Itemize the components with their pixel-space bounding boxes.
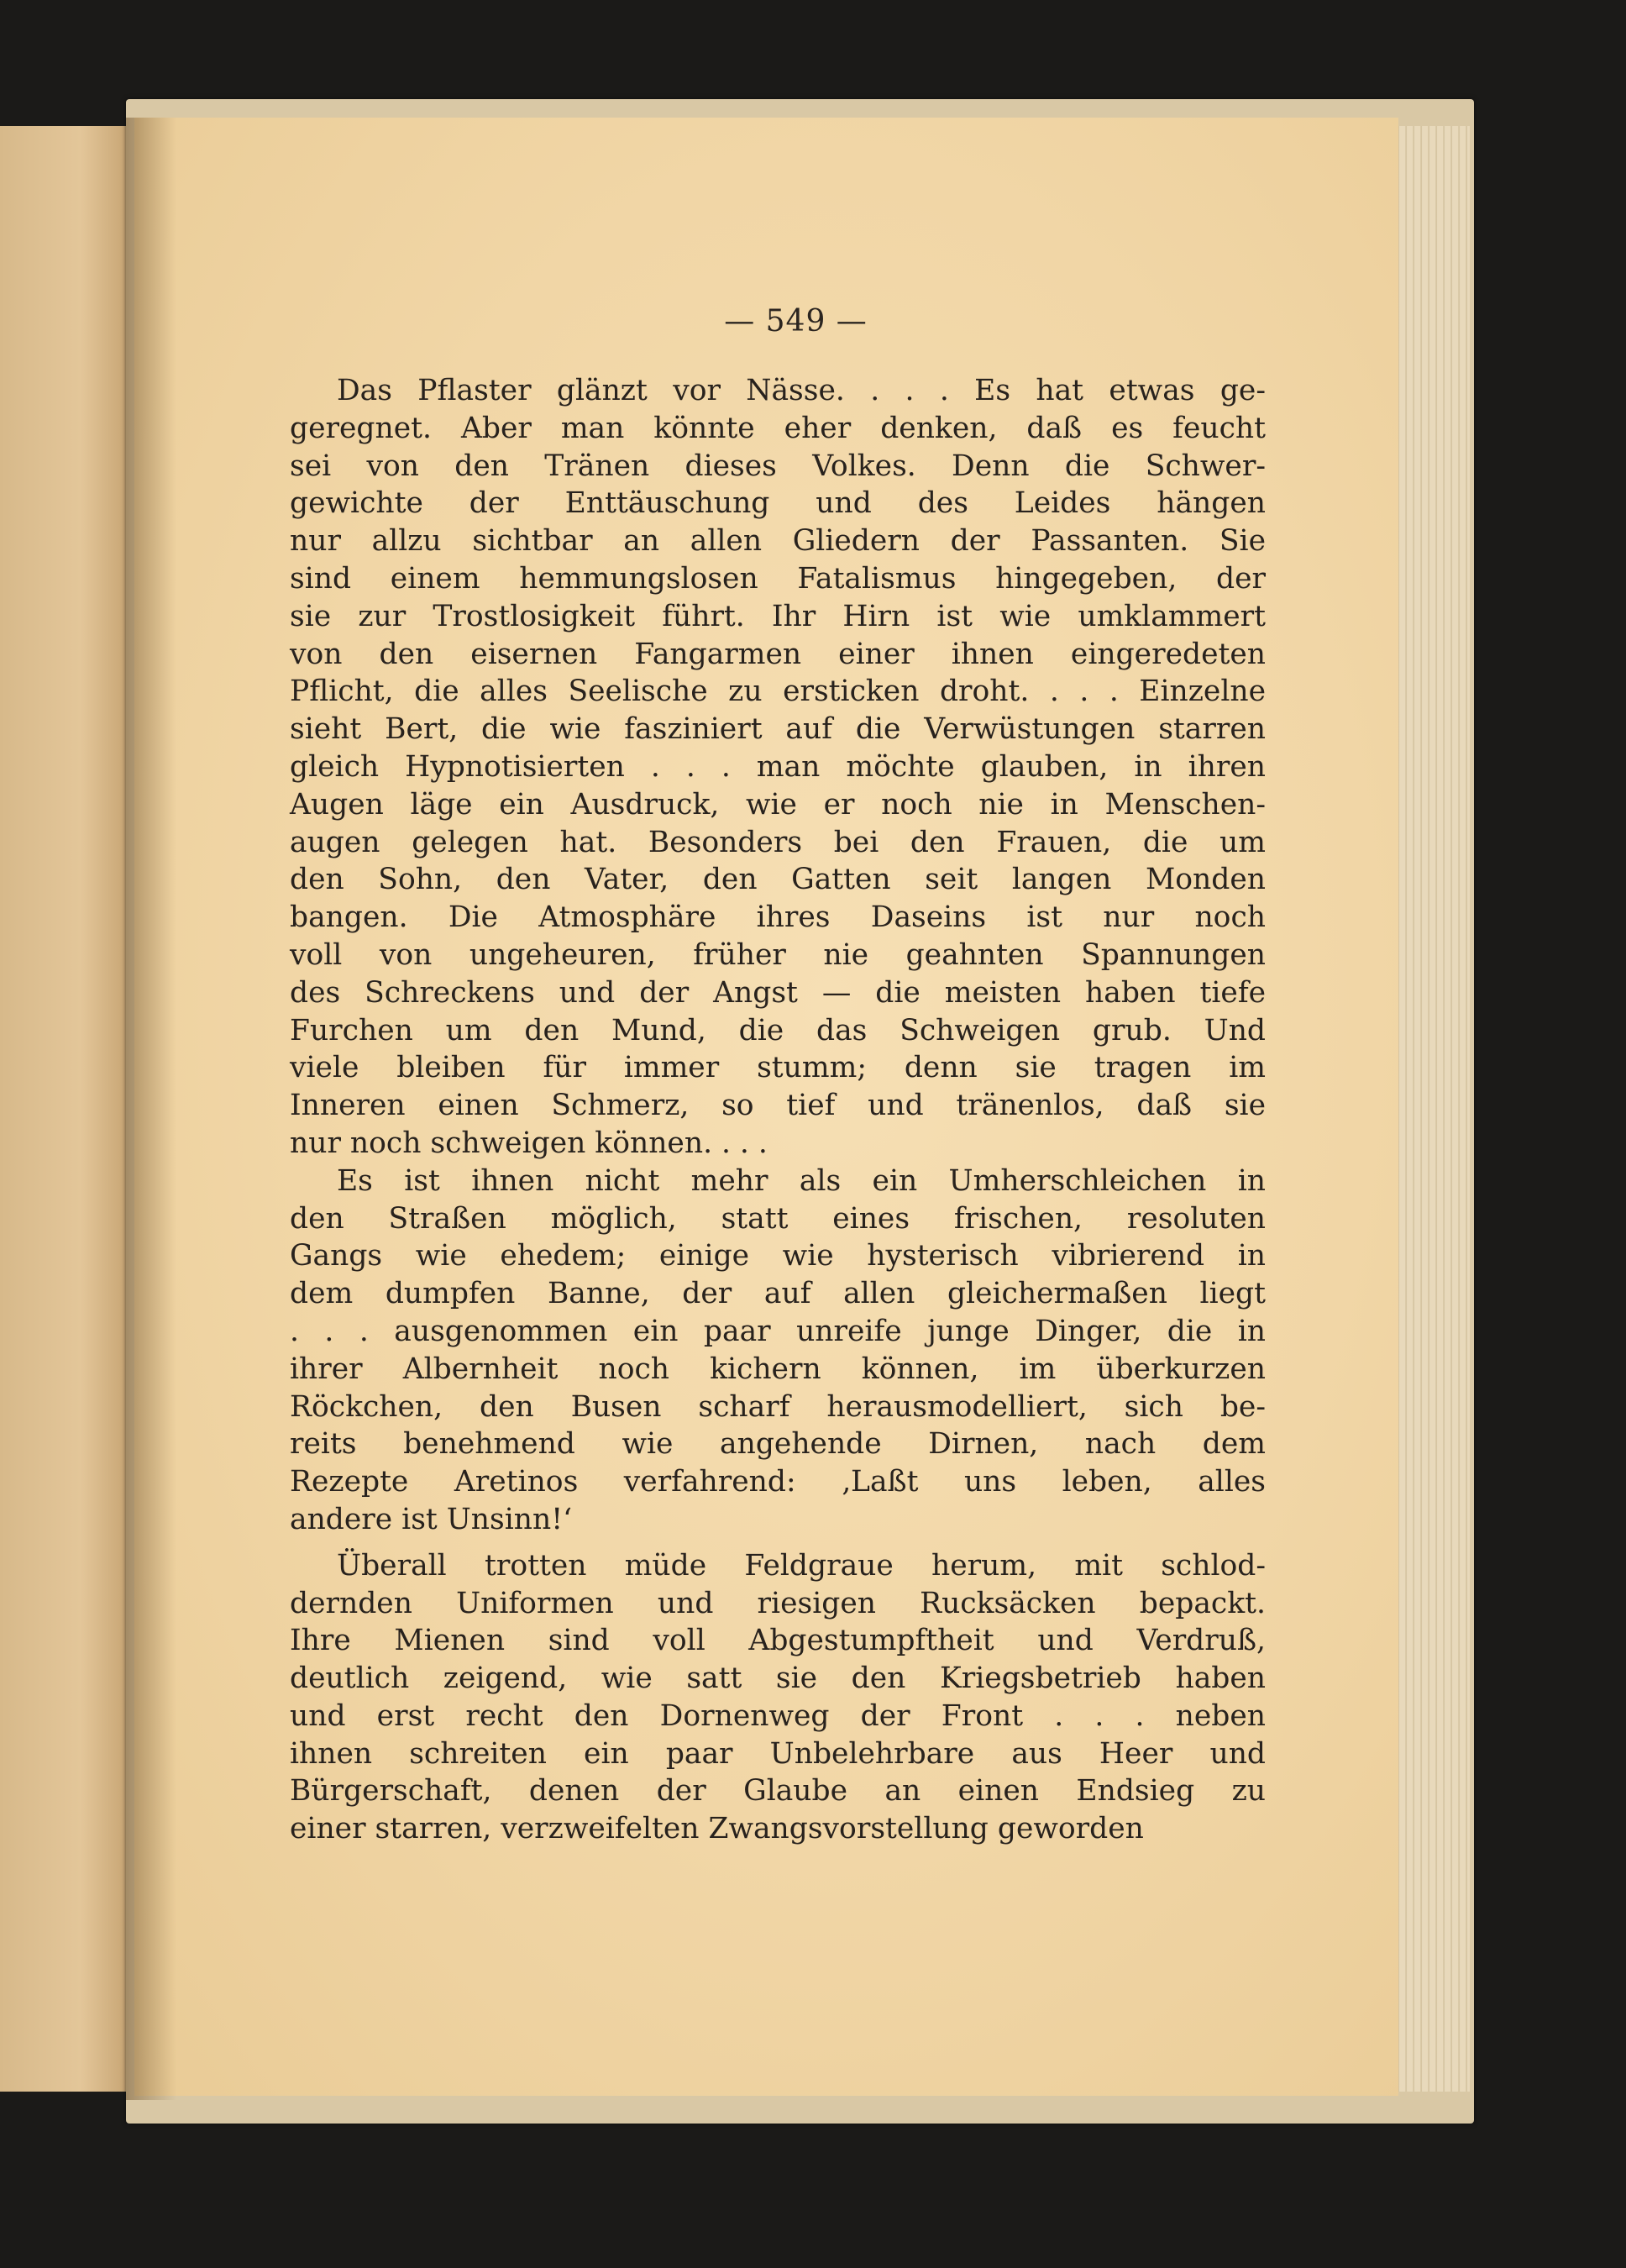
- paragraph-1: [290, 372, 1266, 1163]
- text-line: Rezepte Aretinos verfahrend: ‚Laßt uns leben, alles: [290, 1465, 1266, 1499]
- text-line: ihrer Albernheit noch kichern können, im überkurzen: [290, 1352, 1266, 1386]
- text-line: den Straßen möglich, statt eines frischen, resoluten: [290, 1201, 1266, 1236]
- text-line: Augen läge ein Ausdruck, wie er noch nie in Menschen-: [290, 787, 1266, 822]
- text-line: reits benehmend wie angehende Dirnen, nach dem: [290, 1427, 1266, 1462]
- page-number: — 549 —: [724, 304, 868, 339]
- book-page: [134, 118, 1398, 2096]
- text-line: und erst recht den Dornenweg der Front . . . neben: [290, 1698, 1266, 1733]
- paragraph-3: [290, 1547, 1266, 1848]
- text-line: den Sohn, den Vater, den Gatten seit langen Monden: [290, 863, 1266, 897]
- text-line: Das Pflaster glänzt vor Nässe. . . . Es hat etwas ge-: [337, 374, 1266, 407]
- text-line: des Schreckens und der Angst — die meisten haben tiefe: [290, 975, 1266, 1010]
- text-line: dernden Uniformen und riesigen Rucksäcken bepackt.: [290, 1586, 1266, 1620]
- text-line: . . . ausgenommen ein paar unreife junge Dinger, die in: [290, 1314, 1266, 1348]
- text-line: nur allzu sichtbar an allen Gliedern der Passanten. Sie: [290, 524, 1266, 559]
- gutter-shadow: [126, 118, 176, 2100]
- text-line: dem dumpfen Banne, der auf allen gleichermaßen liegt: [290, 1277, 1266, 1311]
- text-line: Überall trotten müde Feldgraue herum, mit schlod-: [337, 1548, 1266, 1583]
- text-line: gleich Hypnotisierten . . . man möchte glauben, in ihren: [290, 749, 1266, 784]
- text-line: augen gelegen hat. Besonders bei den Frauen, die um: [290, 825, 1266, 859]
- text-line: voll von ungeheuren, früher nie geahnten Spannungen: [290, 937, 1266, 972]
- text-line: Es ist ihnen nicht mehr als ein Umherschleichen in: [337, 1163, 1266, 1198]
- text-line: andere ist Unsinn!‘: [290, 1502, 573, 1536]
- text-line: einer starren, verzweifelten Zwangsvorstellung geworden: [290, 1812, 1144, 1846]
- text-line: gewichte der Enttäuschung und des Leides hängen: [290, 486, 1266, 521]
- text-line: nur noch schweigen können. . . .: [290, 1126, 768, 1160]
- text-line: Bürgerschaft, denen der Glaube an einen Endsieg zu: [290, 1774, 1266, 1809]
- text-line: Pflicht, die alles Seelische zu ersticken droht. . . . Einzelne: [290, 675, 1266, 709]
- text-line: sie zur Trostlosigkeit führt. Ihr Hirn ist wie umklammert: [290, 599, 1266, 633]
- text-line: Inneren einen Schmerz, so tief und tränenlos, daß sie: [290, 1089, 1266, 1123]
- facing-page-edge: [0, 126, 134, 2092]
- body-text: [290, 372, 1266, 1848]
- text-line: Ihre Mienen sind voll Abgestumpftheit und Verdruß,: [290, 1624, 1266, 1658]
- text-line: sieht Bert, die wie fasziniert auf die Verwüstungen starren: [290, 712, 1266, 747]
- text-line: Gangs wie ehedem; einige wie hysterisch vibrierend in: [290, 1239, 1266, 1273]
- text-line: Röckchen, den Busen scharf herausmodelliert, sich be-: [290, 1389, 1266, 1424]
- text-line: ihnen schreiten ein paar Unbelehrbare aus Heer und: [290, 1736, 1266, 1771]
- text-line: von den eisernen Fangarmen einer ihnen eingeredeten: [290, 637, 1266, 671]
- text-line: sind einem hemmungslosen Fatalismus hingegeben, der: [290, 561, 1266, 596]
- text-line: Furchen um den Mund, die das Schweigen grub. Und: [290, 1013, 1266, 1047]
- text-line: deutlich zeigend, wie satt sie den Kriegsbetrieb haben: [290, 1662, 1266, 1696]
- text-line: bangen. Die Atmosphäre ihres Daseins ist nur noch: [290, 900, 1266, 935]
- paragraph-2: [290, 1163, 1266, 1539]
- text-line: geregnet. Aber man könnte eher denken, daß es feucht: [290, 411, 1266, 445]
- text-line: sei von den Tränen dieses Volkes. Denn die Schwer-: [290, 449, 1266, 483]
- text-line: viele bleiben für immer stumm; denn sie tragen im: [290, 1051, 1266, 1085]
